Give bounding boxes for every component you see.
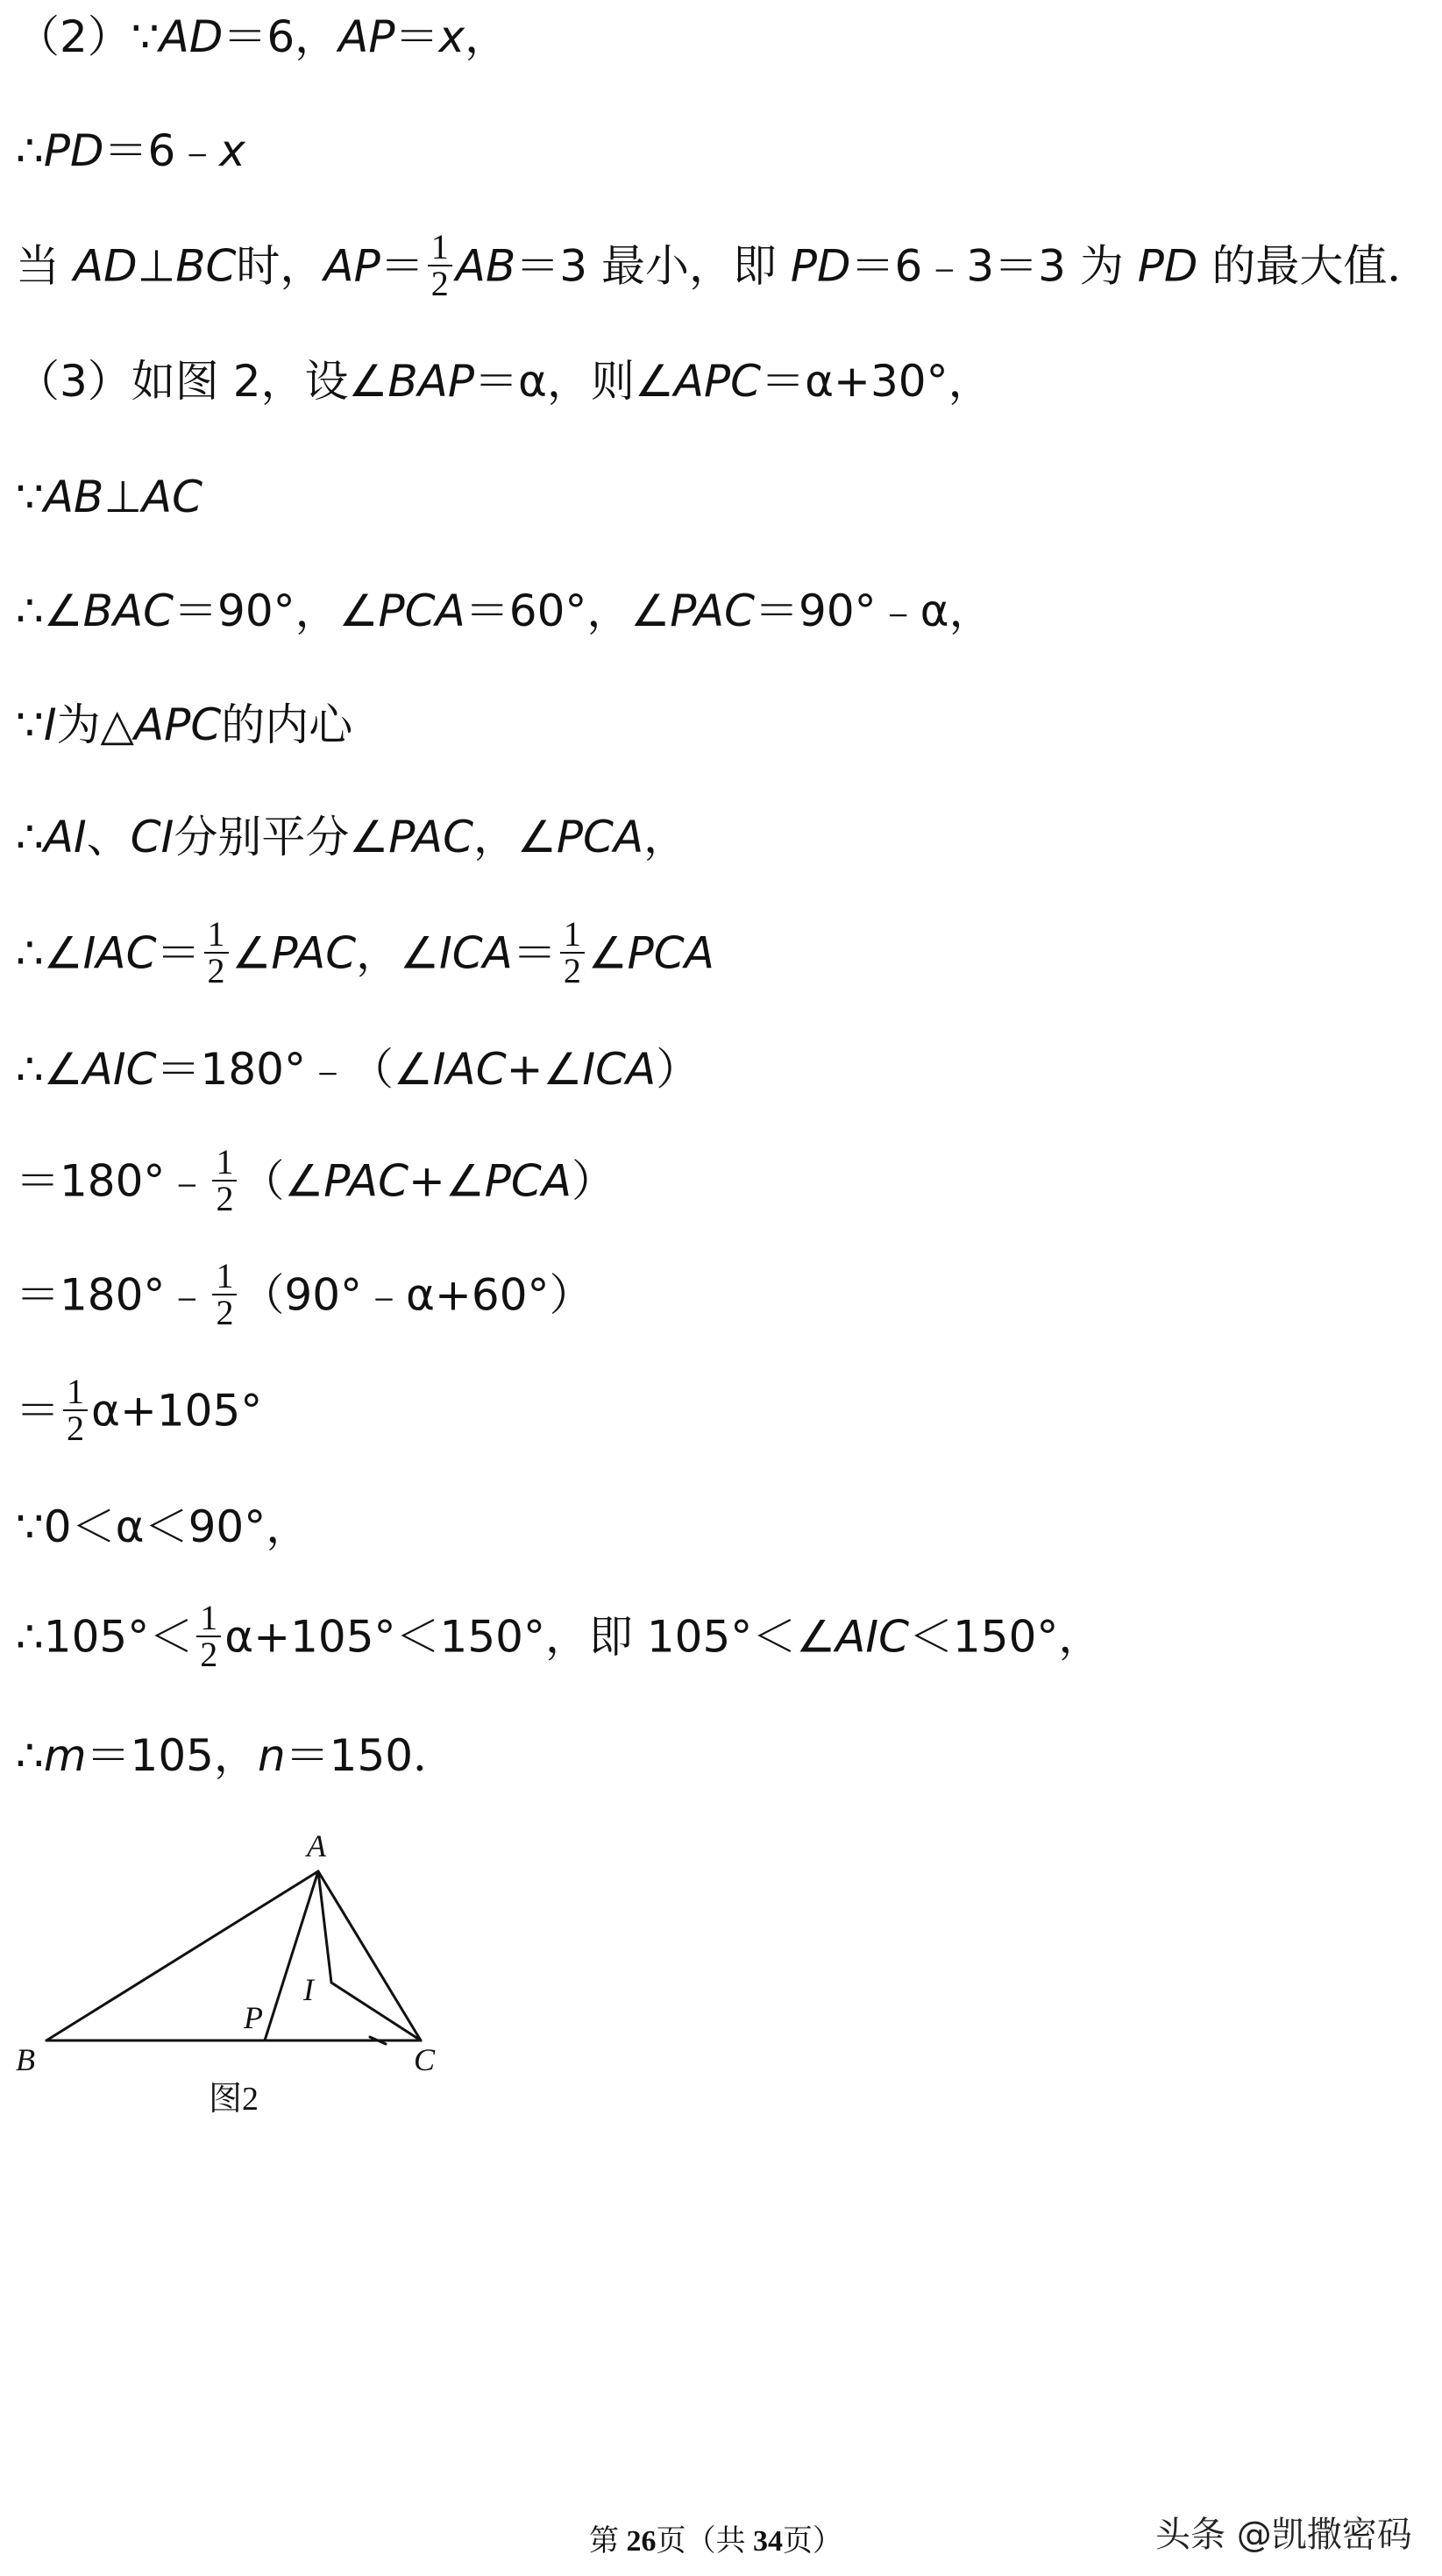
math-variable: x — [219, 125, 245, 176]
text-segment: 、 — [86, 812, 131, 862]
text-segment: ＝6， — [223, 11, 339, 62]
text-segment: （3）如图 2，设∠ — [16, 356, 388, 407]
text-segment: ＝ — [512, 927, 557, 979]
text-segment: ＝105， — [86, 1730, 258, 1781]
text-segment: ＝150． — [285, 1730, 458, 1781]
fraction-numerator: 1 — [196, 1600, 221, 1637]
math-variable: AC — [141, 472, 203, 522]
solution-line — [16, 11, 508, 63]
fraction-numerator: 1 — [212, 1259, 237, 1295]
math-variable: PAC — [323, 1155, 409, 1207]
segment-ac — [318, 1871, 421, 2040]
text-segment: ⊥ — [103, 472, 142, 522]
text-segment: ∴∠ — [16, 1044, 83, 1095]
math-variable: AD — [159, 11, 224, 62]
math-variable: PCA — [484, 1155, 572, 1207]
text-segment: 当 — [16, 240, 74, 292]
fraction-denominator: 2 — [207, 951, 225, 990]
solution-line — [16, 585, 993, 637]
math-variable: PCA — [556, 812, 644, 862]
text-segment: ∴∠ — [16, 927, 83, 979]
point-label-c: C — [414, 2042, 436, 2077]
solution-line — [16, 355, 992, 408]
math-variable: IAC — [82, 927, 157, 979]
text-segment: ） — [572, 1155, 616, 1207]
solution-line — [16, 914, 714, 992]
fraction-denominator: 2 — [216, 1293, 234, 1332]
math-variable: AIC — [82, 1044, 157, 1095]
math-variable: PAC — [670, 585, 756, 636]
math-variable: PCA — [627, 927, 714, 979]
text-segment: ，∠ — [473, 812, 557, 862]
math-variable: m — [43, 1730, 87, 1781]
fraction-denominator: 2 — [200, 1635, 218, 1674]
text-segment: 分别平分∠ — [174, 812, 389, 862]
text-segment: （∠ — [240, 1155, 324, 1207]
figure-caption: 图2 — [209, 2081, 259, 2118]
point-label-i: I — [303, 1972, 314, 2007]
math-variable: ICA — [582, 1044, 657, 1095]
fraction-one-half — [428, 227, 452, 303]
fraction-denominator: 2 — [430, 264, 449, 303]
text-segment: ＝α+30°， — [761, 356, 992, 407]
point-label-a: A — [307, 1828, 326, 1863]
fraction-denominator: 2 — [67, 1409, 84, 1448]
math-variable: AI — [43, 812, 87, 862]
text-segment: 的内心 — [221, 699, 353, 750]
text-segment: ∴105°＜ — [16, 1611, 194, 1663]
fraction-numerator: 1 — [560, 917, 585, 954]
text-segment: 为△ — [56, 699, 135, 750]
text-segment: ＝6﹣ — [103, 125, 220, 176]
fraction-one-half — [204, 914, 229, 990]
fraction-numerator: 1 — [204, 917, 229, 954]
text-segment: +∠ — [408, 1155, 485, 1207]
text-segment: ＝60°，∠ — [465, 585, 671, 636]
text-segment: ＝90°﹣α， — [755, 585, 993, 636]
math-variable: PD — [1137, 240, 1198, 292]
math-variable: PD — [790, 240, 851, 292]
footer-prefix: 第 — [589, 2525, 627, 2558]
text-segment: ， — [643, 812, 688, 862]
text-segment: ∵0＜α＜90°， — [16, 1501, 310, 1552]
text-segment: ∠ — [587, 927, 628, 979]
text-segment: ＝90°，∠ — [174, 585, 379, 636]
text-segment: ） — [656, 1044, 700, 1095]
math-variable: PCA — [378, 585, 465, 636]
text-segment: ＝α，则∠ — [474, 356, 674, 407]
text-segment: ，∠ — [356, 927, 439, 979]
footer-middle: 页（共 — [656, 2525, 753, 2558]
solution-line — [16, 1501, 309, 1553]
text-segment: ∴ — [16, 812, 44, 862]
fraction-one-half — [63, 1374, 88, 1446]
text-segment: ∵ — [16, 472, 44, 522]
math-variable: PAC — [271, 927, 357, 979]
text-segment: 时， — [236, 240, 324, 292]
solution-line — [16, 1142, 616, 1220]
text-segment: ＝ — [380, 240, 424, 292]
solution-line — [16, 811, 687, 863]
solution-line — [16, 1729, 457, 1782]
point-label-p: P — [244, 2000, 263, 2035]
text-segment: （2）∵ — [16, 11, 160, 62]
text-segment: 的最大值． — [1197, 240, 1431, 292]
text-segment: ＝ — [394, 11, 439, 62]
text-segment: ⊥ — [137, 240, 176, 292]
footer-suffix: 页） — [783, 2525, 842, 2558]
segment-ab — [46, 1871, 318, 2040]
text-segment: ∠ — [231, 927, 272, 979]
solution-line — [16, 1256, 593, 1334]
math-variable: BAC — [82, 585, 174, 636]
fraction-numerator: 1 — [63, 1374, 88, 1411]
fraction-one-half — [212, 1256, 237, 1332]
math-variable: n — [257, 1730, 286, 1781]
text-segment: ＝3 最小，即 — [515, 240, 791, 292]
text-segment: ∴∠ — [16, 585, 83, 636]
math-variable: APC — [673, 356, 762, 407]
text-segment: ＝180°﹣ — [16, 1155, 210, 1207]
math-variable: I — [43, 699, 57, 750]
math-variable: CI — [130, 812, 174, 862]
math-variable: PD — [43, 125, 104, 176]
current-page-number: 26 — [626, 2525, 657, 2558]
math-variable: PAC — [388, 812, 474, 862]
text-segment: ＝6﹣3＝3 为 — [850, 240, 1138, 292]
text-segment: ＝ — [156, 927, 201, 979]
geometry-figure — [9, 1823, 465, 2147]
math-variable: x — [438, 11, 465, 62]
total-page-count: 34 — [753, 2525, 783, 2558]
text-segment: α+105°＜150°，即 105°＜∠ — [224, 1611, 836, 1663]
text-segment: ＝180°﹣ — [16, 1269, 210, 1321]
solution-line — [16, 1598, 1103, 1676]
fraction-one-half — [212, 1142, 237, 1218]
math-variable: ICA — [438, 927, 513, 979]
solution-line — [16, 1043, 700, 1096]
math-variable: APC — [134, 699, 222, 750]
math-variable: AB — [455, 240, 516, 292]
fraction-denominator: 2 — [216, 1179, 234, 1218]
math-variable: AB — [43, 472, 104, 522]
math-variable: AP — [338, 11, 395, 62]
math-variable: AP — [323, 240, 380, 292]
text-segment: ＜150°， — [909, 1611, 1103, 1663]
watermark-text: 头条 @凯撒密码 — [1155, 2515, 1412, 2555]
solution-line — [16, 124, 245, 177]
solution-line — [16, 227, 1431, 305]
fraction-one-half — [560, 914, 585, 990]
fraction-one-half — [196, 1600, 221, 1672]
fraction-denominator: 2 — [563, 951, 581, 990]
page-number-footer — [589, 2524, 842, 2559]
solution-line — [16, 1372, 263, 1450]
text-segment: ∴ — [16, 125, 44, 176]
text-segment: α+105° — [91, 1385, 263, 1437]
text-segment: ＝ — [16, 1385, 60, 1437]
math-variable: AIC — [835, 1611, 909, 1663]
text-segment: +∠ — [506, 1044, 583, 1095]
text-segment: ∴ — [16, 1730, 44, 1781]
math-variable: BC — [175, 240, 237, 292]
math-variable: IAC — [432, 1044, 507, 1095]
solution-line — [16, 471, 202, 523]
text-segment: （90°﹣α+60°） — [240, 1269, 593, 1321]
text-segment: ＝180°﹣（∠ — [156, 1044, 433, 1095]
fraction-numerator: 1 — [428, 230, 452, 266]
point-label-b: B — [16, 2042, 35, 2077]
triangle-diagram — [9, 1823, 465, 2086]
text-segment: ， — [465, 11, 509, 62]
math-variable: BAP — [387, 356, 475, 407]
segment-ap — [265, 1871, 318, 2040]
solution-line — [16, 699, 352, 751]
fraction-numerator: 1 — [212, 1145, 237, 1182]
math-variable: AD — [73, 240, 138, 292]
text-segment: ∵ — [16, 699, 44, 750]
segment-ic — [331, 1983, 421, 2040]
